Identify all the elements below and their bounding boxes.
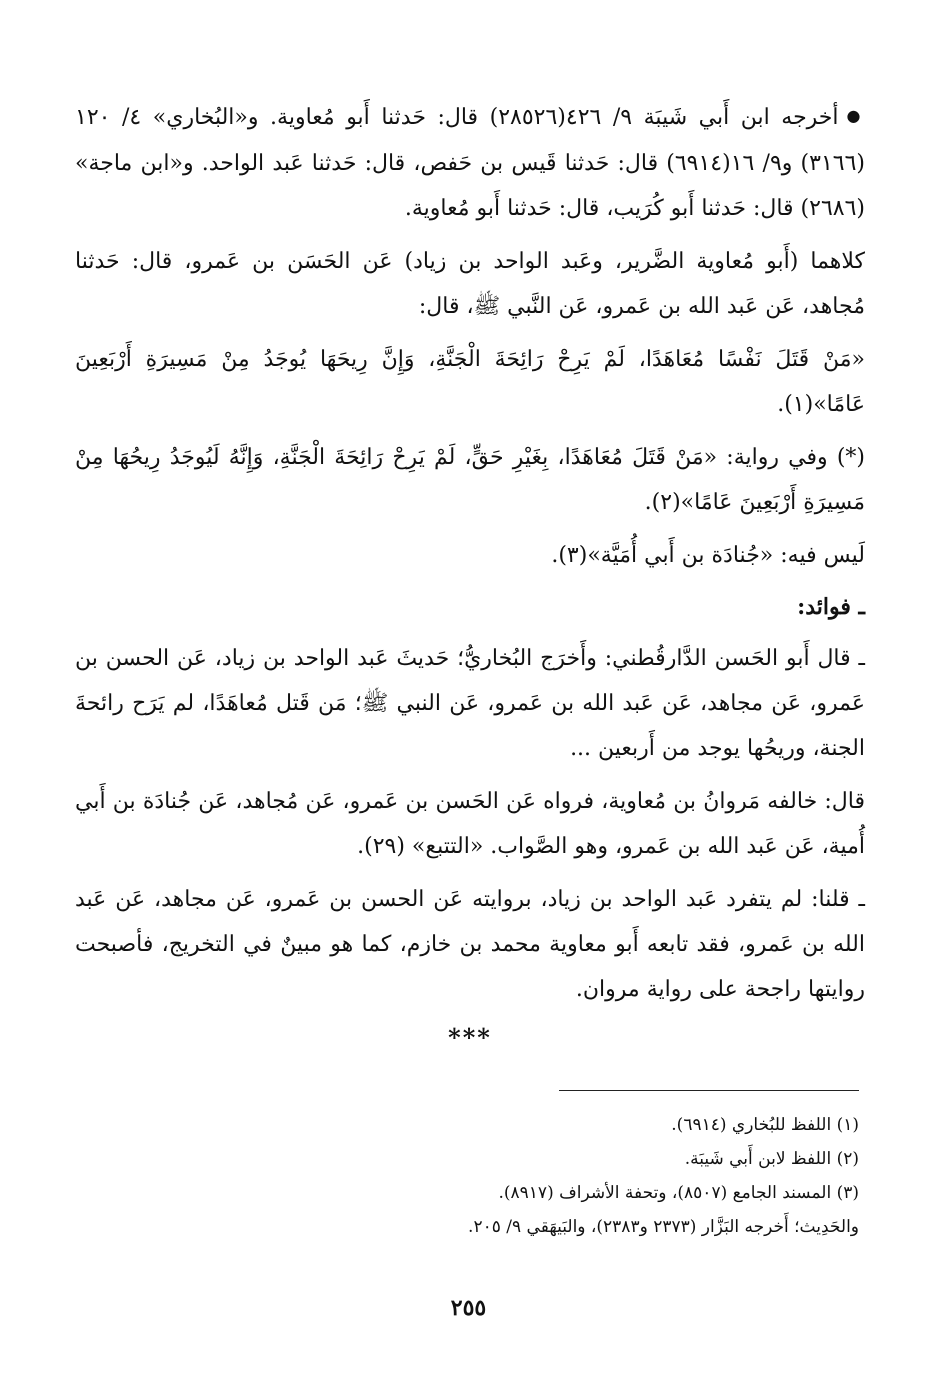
- benefit-daraqutni: ـ قال أَبو الحَسن الدَّارقُطني: وأَخرَج البُخاريُّ؛ حَديثَ عَبد الواحد بن زياد، عَن الحسن بن عَمرو، عَن مجاهد، عَن عَبد الله بن عَمرو، عَن النبي ﷺ؛ مَن قَتل مُعاهَدًا، لم يَرَح رائحةَ الجنة، وريحُها يوجد من أَربعين ...: [75, 646, 865, 761]
- hadith-text: «مَنْ قَتَلَ نَفْسًا مُعَاهَدًا، لَمْ يَرِحْ رَائِحَةَ الْجَنَّةِ، وَإِنَّ رِيحَهَا يُوجَدُ مِنْ مَسِيرَةِ أَرْبَعِينَ عَامًا»(١).: [75, 347, 865, 417]
- benefits-heading: ـ فوائد:: [797, 594, 865, 620]
- page-number: ٢٥٥: [450, 1295, 487, 1321]
- footnote-1: (١) اللفظ للبُخاري (٦٩١٤).: [671, 1115, 859, 1135]
- footnote-3: (٣) المسند الجامع (٨٥٠٧)، وتحفة الأشراف (٨٩١٧).: [498, 1183, 859, 1203]
- section-separator: ***: [448, 1023, 492, 1052]
- narrator-note: لَيس فيه: «جُنادَة بن أَبي أُمَيَّة»(٣).: [551, 543, 865, 568]
- page-body: [75, 95, 865, 1056]
- takhrij-paragraph: ● أخرجه ابن أَبي شَيبَة ٩/ ٤٢٦(٢٨٥٢٦) قال: حَدثنا أَبو مُعاوية. و«البُخاري» ٤/ ١٢٠ (٣١٦٦) و٩/ ١٦(٦٩١٤) قال: حَدثنا قَيس بن حَفص، قال: حَدثنا عَبد الواحد. و«ابن ماجة» (٢٦٨٦) قال: حَدثنا أَبو كُرَيب، قال: حَدثنا أَبو مُعاوية.: [75, 95, 865, 231]
- footnote-3-continuation: والحَدِيث؛ أَخرجه البَزَّار (٢٣٧٣ و٢٣٨٣)، والبَيهَقي ٩/ ٢٠٥.: [468, 1217, 859, 1237]
- benefit-conclusion: ـ قلنا: لم يتفرد عَبد الواحد بن زياد، بروايته عَن الحسن بن عَمرو، عَن مجاهد، عَن عَبد الله بن عَمرو، فقد تابعه أَبو معاوية محمد بن خازم، كما هو مبينٌ في التخريج، فأصبحت روايتها راجحة على رواية مروان.: [75, 887, 865, 1002]
- footnote-2: (٢) اللفظ لابن أَبي شَيبَة.: [684, 1149, 859, 1169]
- chain-paragraph: كلاهما (أَبو مُعاوية الضَّرير، وعَبد الواحد بن زياد) عَن الحَسَن بن عَمرو، قال: حَدثنا مُجاهد، عَن عَبد الله بن عَمرو، عَن النَّبي ﷺ، قال:: [75, 249, 865, 319]
- footnotes: [259, 1108, 859, 1244]
- benefit-marwan: قال: خالفه مَروانُ بن مُعاوية، فرواه عَن الحَسن بن عَمرو، عَن مُجاهد، عَن جُنادَة بن أَبي أُمية، عَن عَبد الله بن عَمرو، وهو الصَّواب. «التتبع» (٢٩).: [75, 789, 865, 859]
- variant-narration: (*) وفي رواية: «مَنْ قَتَلَ مُعَاهَدًا، بِغَيْرِ حَقٍّ، لَمْ يَرِحْ رَائِحَةَ الْجَنَّةِ، وَإِنَّهُ لَيُوجَدُ رِيحُهَا مِنْ مَسِيرَةِ أَرْبَعِينَ عَامًا»(٢).: [75, 445, 865, 515]
- footnote-divider: [559, 1090, 859, 1091]
